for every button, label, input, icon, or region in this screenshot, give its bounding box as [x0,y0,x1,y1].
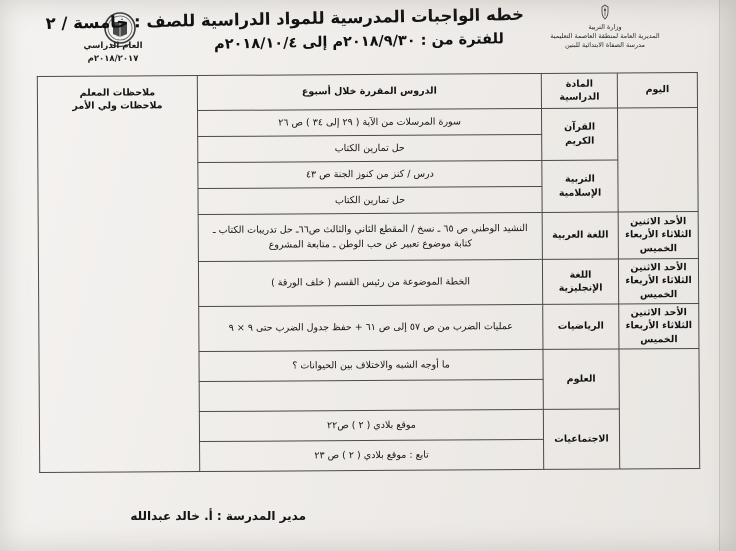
cell-lesson: ما أوجه الشبه والاختلاف بين الحيوانات ؟ [199,349,543,381]
page-edge-strip [719,0,736,551]
document-header [0,0,720,72]
notes-header-line2: ملاحظات ولي الأمر [72,100,163,113]
column-header-subject [541,73,617,108]
cell-lesson [199,379,543,411]
cell-lesson: حل تمارين الكتاب [198,134,542,162]
subject-line1: التربية [564,173,595,185]
cell-subject-social: الاجتماعيات [543,409,619,469]
cell-day-group-1 [617,107,698,211]
cell-lesson: سورة المرسلات من الآية ( ٢٩ إلى ٣٤ ) ص ٢٦ [198,108,542,136]
ministry-line-1: وزارة التربية [588,23,622,31]
cell-day-group-2 [619,348,700,468]
cell-lesson: حل تمارين الكتاب [198,186,542,214]
column-header-subject-line1: المادة [565,78,594,90]
page-title: خطه الواجبات المدرسية للمواد الدراسية للصف : خامسة / ٢ [45,4,525,34]
cell-subject-quran [542,108,618,160]
cell-subject-math: الرياضيات [543,304,619,349]
cell-lesson: تابع : موقع بلادي ( ٢ ) ص ٢٣ [200,439,544,471]
column-header-subject-line2: الدراسية [559,91,600,103]
subject-line2: الإنجليزية [558,282,603,294]
cell-day-english: الأحد الاثنين الثلاثاء الأربعاء الخميس [618,258,698,303]
cell-subject-science: العلوم [543,349,619,409]
table-header-row [37,72,697,111]
subject-line1: اللغة [569,269,592,281]
ministry-block [530,4,680,49]
principal-signature: مدير المدرسة : أ. خالد عبدالله [130,509,306,523]
page-subtitle: للفترة من : ٢٠١٨/٩/٣٠م إلى ٢٠١٨/١٠/٤م [213,30,505,53]
school-year-value: ٢٠١٨/٢٠١٧م [87,53,139,64]
subject-line2: الإسلامية [558,187,602,199]
cell-day-arabic: الأحد الاثنين الثلاثاء الأربعاء الخميس [618,211,698,258]
homework-table [37,72,700,473]
cell-lesson: عمليات الضرب من ص ٥٧ إلى ص ٦١ + حفظ جدول الضرب حتى ٩ × ٩ [199,304,543,351]
cell-lesson: النشيد الوطني ص ٦٥ ـ نسخ / المقطع الثاني والثالث ص٦٦ـ حل تدريبات الكتاب ـ كتابة موضوع تعبير عن حب الوطن ـ متابعة المشروع [198,212,542,261]
column-header-lessons: الدروس المقررة خلال أسبوع [197,73,541,110]
cell-lesson: درس / كنز من كنوز الجنة ص ٤٣ [198,160,542,188]
homework-table-wrapper [37,72,699,473]
cell-lesson: موقع بلادي ( ٢ ) ص٢٢ [199,409,543,441]
column-header-day: اليوم [617,72,697,107]
ministry-line-2: المديرية العامة لمنطقة العاصمة التعليمية [550,31,660,40]
school-year-label: العام الدراسي [83,41,143,51]
school-year-block [58,40,168,66]
cell-subject-english [542,259,618,304]
cell-subject-arabic: اللغة العربية [542,212,618,259]
notes-header-line1: ملاحظات المعلم [79,87,156,99]
cell-day-math: الأحد الاثنين الثلاثاء الأربعاء الخميس [619,303,699,348]
ministry-line-3: مدرسة الصفاة الابتدائية للبنين [565,40,645,49]
state-emblem-icon [597,4,613,22]
subject-line1: القرآن [564,121,596,134]
cell-subject-islamic [542,160,618,212]
subject-line2: الكريم [565,135,595,147]
column-header-notes [37,76,199,473]
cell-lesson: الخطة الموضوعة من رئيس القسم ( خلف الورقة ) [198,259,542,306]
